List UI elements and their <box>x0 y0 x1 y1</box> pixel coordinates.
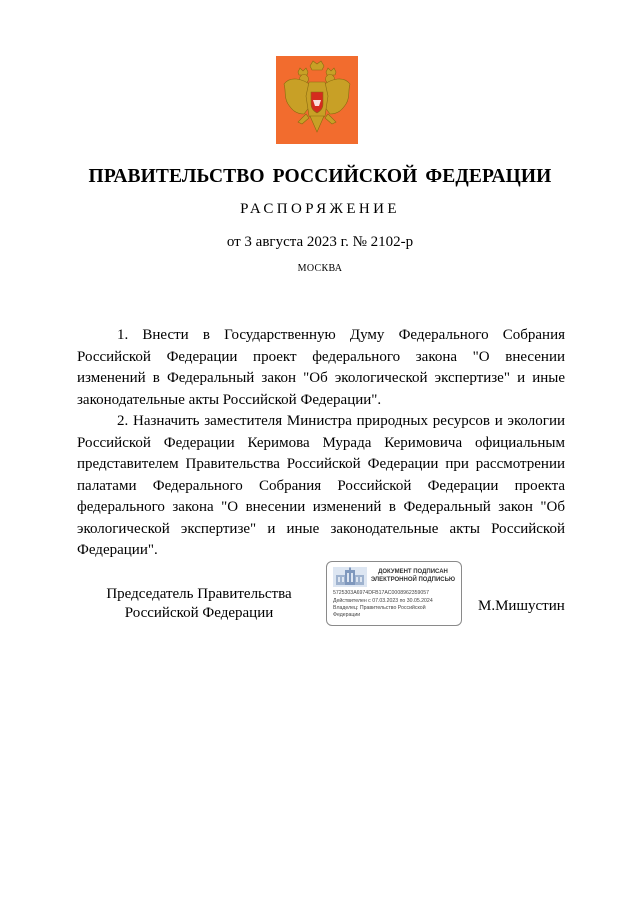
signer-position <box>104 585 294 623</box>
coat-of-arms-icon <box>276 56 358 144</box>
esig-validity: Действителен с 07.03.2023 по 30.05.2024 <box>333 598 433 604</box>
document-body <box>77 325 565 562</box>
signer-name: М.Мишустин <box>478 598 565 614</box>
electronic-signature-stamp <box>326 561 462 626</box>
government-title: ПРАВИТЕЛЬСТВО РОССИЙСКОЙ ФЕДЕРАЦИИ <box>88 166 552 187</box>
esig-heading-line1: ДОКУМЕНТ ПОДПИСАН <box>378 569 448 575</box>
esig-heading-line2: ЭЛЕКТРОННОЙ ПОДПИСЬЮ <box>370 577 456 583</box>
government-building-icon <box>333 567 367 587</box>
signer-position-line1: Председатель Правительства <box>106 586 292 602</box>
esig-certificate: 5725303A6974DFB17AC0008962359057 <box>333 590 430 596</box>
esig-owner-line2: Федерации <box>333 612 361 618</box>
paragraph-1: 1. Внести в Государственную Думу Федерального Собрания Российской Федерации проект федерального закона "О внесении изменений в Федеральный закон "Об экологической экспертизе" и иные законодательные акты Российской Федерации". <box>77 327 565 408</box>
document-date-number: от 3 августа 2023 г. № 2102-р <box>226 234 414 250</box>
esig-owner-line1: Владелец: Правительство Российской <box>333 605 426 611</box>
paragraph-2: 2. Назначить заместителя Министра природных ресурсов и экологии Российской Федерации Керимова Мурада Керимовича официальным представителем Правительства Российской Федерации при рассмотрении палатами Федерального Собрания Российской Федерации проекта федерального закона "О внесении изменений в Федеральный закон "Об экологической экспертизе" и иные законодательные акты Российской Федерации". <box>77 413 565 558</box>
document-type: РАСПОРЯЖЕНИЕ <box>240 201 400 217</box>
document-city: МОСКВА <box>297 263 343 274</box>
signer-position-line2: Российской Федерации <box>124 605 274 621</box>
esig-heading <box>367 568 459 584</box>
